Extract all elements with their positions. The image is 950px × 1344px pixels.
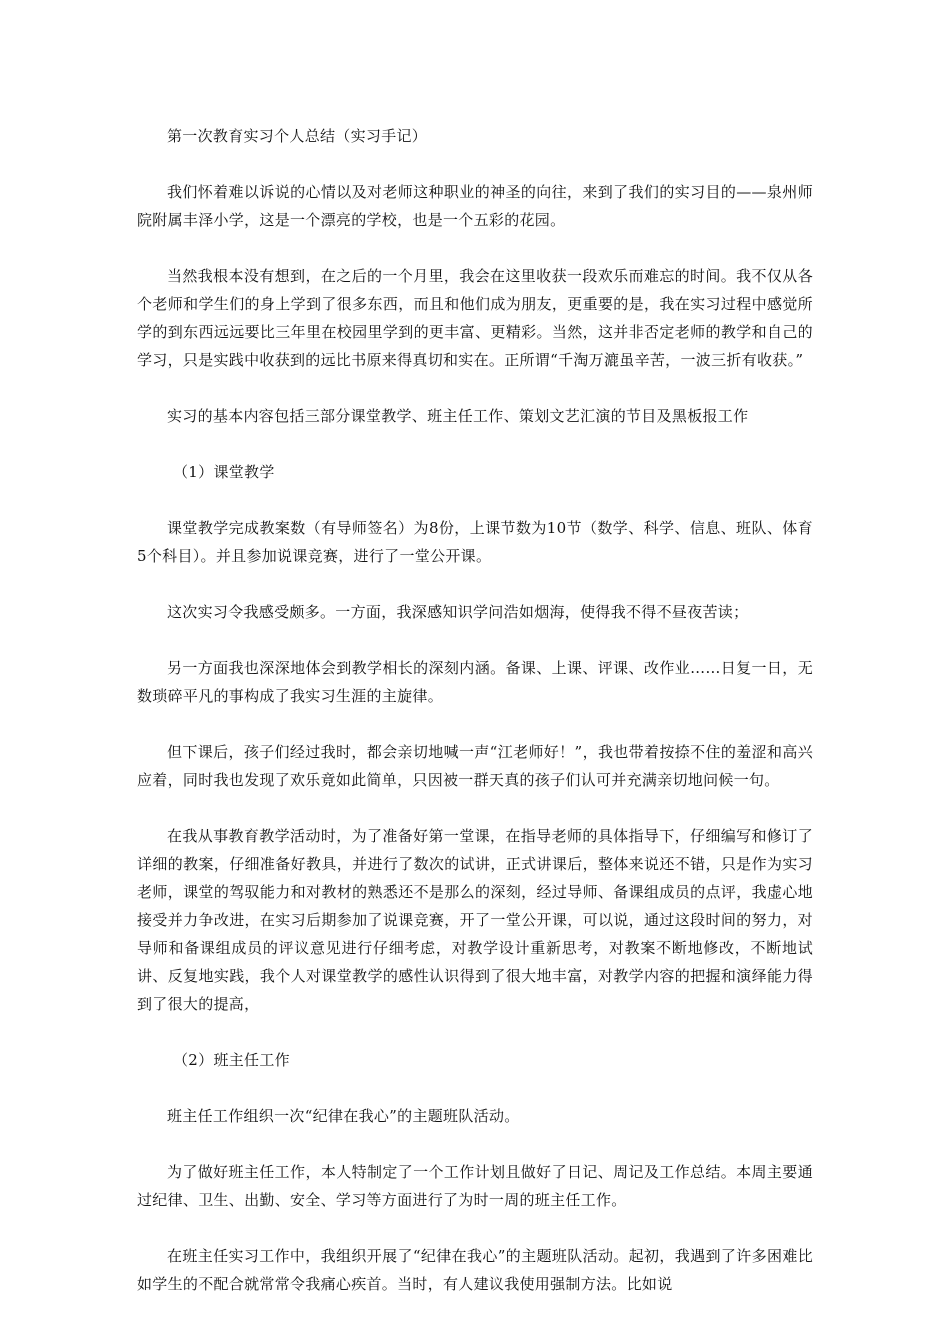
paragraph-teaching-growth: 另一方面我也深深地体会到教学相长的深刻内涵。备课、上课、评课、改作业……日复一日，无数琐碎平凡的事构成了我实习生涯的主旋律。	[137, 659, 813, 705]
document-title: 第一次教育实习个人总结（实习手记）	[167, 127, 428, 145]
paragraph-first-lesson: 在我从事教育教学活动时，为了准备好第一堂课，在指导老师的具体指导下，仔细编写和修订了详细的教案，仔细准备好教具，并进行了数次的试讲，正式讲课后，整体来说还不错，只是作为实习老师，课堂的驾驭能力和对教材的熟悉还不是那么的深刻，经过导师、备课组成员的点评，我虚心地接受并力争改进，在实习后期参加了说课竞赛，开了一堂公开课，可以说，通过这段时间的努力，对导师和备课组成员的评议意见进行仔细考虑，对教学设计重新思考，对教案不断地修改，不断地试讲、反复地实践，我个人对课堂教学的感性认识得到了很大地丰富，对教学内容的把握和演绎能力得到了很大的提高，	[137, 827, 813, 1013]
paragraph-intro: 我们怀着难以诉说的心情以及对老师这种职业的神圣的向往，来到了我们的实习目的——泉州师院附属丰泽小学，这是一个漂亮的学校，也是一个五彩的花园。	[137, 183, 813, 229]
paragraph-class-activity: 班主任工作组织一次“纪律在我心”的主题班队活动。	[167, 1107, 520, 1125]
document-body	[137, 122, 813, 1326]
paragraph-feelings: 这次实习令我感受颇多。一方面，我深感知识学问浩如烟海，使得我不得不昼夜苦读；	[167, 603, 749, 621]
paragraph-content-overview: 实习的基本内容包括三部分课堂教学、班主任工作、策划文艺汇演的节目及黑板报工作	[167, 407, 749, 425]
paragraph-difficulties: 在班主任实习工作中，我组织开展了“纪律在我心”的主题班队活动。起初，我遇到了许多困难比如学生的不配合就常常令我痛心疾首。当时，有人建议我使用强制方法。比如说	[137, 1247, 813, 1293]
paragraph-reflection: 当然我根本没有想到，在之后的一个月里，我会在这里收获一段欢乐而难忘的时间。我不仅从各个老师和学生们的身上学到了很多东西，而且和他们成为朋友，更重要的是，我在实习过程中感觉所学的到东西远远要比三年里在校园里学到的更丰富、更精彩。当然，这并非否定老师的教学和自己的学习，只是实践中收获到的远比书原来得真切和实在。正所谓“千淘万漉虽辛苦，一波三折有收获。”	[137, 267, 813, 369]
section-heading-classroom-teaching: （1）课堂教学	[173, 463, 275, 481]
paragraph-greetings: 但下课后，孩子们经过我时，都会亲切地喊一声“江老师好！”，我也带着按捺不住的羞涩和高兴应着，同时我也发现了欢乐竟如此简单，只因被一群天真的孩子们认可并充满亲切地问候一句。	[137, 743, 813, 789]
paragraph-work-plan: 为了做好班主任工作，本人特制定了一个工作计划且做好了日记、周记及工作总结。本周主要通过纪律、卫生、出勤、安全、学习等方面进行了为时一周的班主任工作。	[137, 1163, 813, 1209]
paragraph-lesson-counts: 课堂教学完成教案数（有导师签名）为8份，上课节数为10节（数学、科学、信息、班队、体育5个科目）。并且参加说课竞赛，进行了一堂公开课。	[137, 519, 813, 565]
section-heading-head-teacher: （2）班主任工作	[173, 1051, 290, 1069]
